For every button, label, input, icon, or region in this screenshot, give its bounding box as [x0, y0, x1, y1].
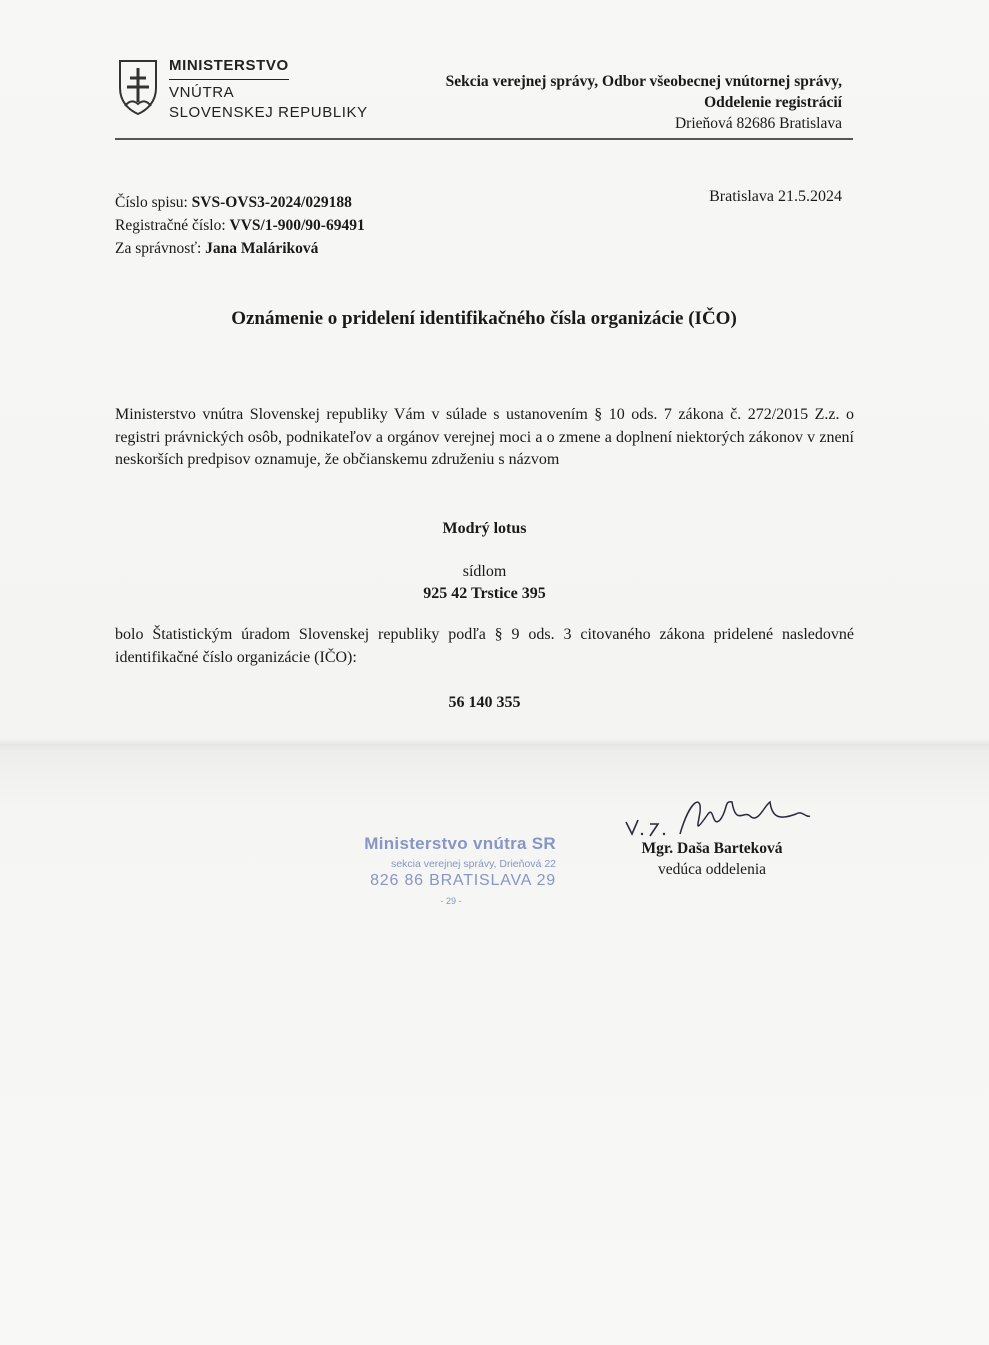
stamp-line-4: - 29 - [440, 896, 462, 906]
ico-number: 56 140 355 [448, 694, 521, 711]
header-divider [115, 138, 853, 140]
responsible-label: Za správnosť: [115, 240, 202, 257]
file-number-label: Číslo spisu: [115, 194, 188, 211]
document-date: Bratislava 21.5.2024 [709, 188, 842, 205]
body-paragraph-1: Ministerstvo vnútra Slovenskej republiky Vám v súlade s ustanovením § 10 ods. 7 zákona č. 272/2015 Z.z. o registri právnických osôb, podnikateľov a orgánov verejnej moci a o zmene a doplnení niektorých zákonov v znení neskorších predpisov oznamuje, že občianskemu združeniu s názvom [115, 406, 854, 468]
file-number: SVS-OVS3-2024/029188 [191, 194, 352, 211]
dept-line-2: Oddelenie registrácií [704, 94, 842, 111]
organization-name: Modrý lotus [442, 520, 527, 537]
seat-label: sídlom [462, 563, 507, 580]
document-meta [115, 191, 365, 260]
ministry-logo [117, 56, 382, 126]
dept-line-1: Sekcia verejnej správy, Odbor všeobecnej vnútornej správy, [445, 73, 842, 90]
stamp-line-1: Ministerstvo vnútra SR [364, 834, 556, 853]
signer-block [612, 838, 812, 880]
stamp-line-3: 826 86 BRATISLAVA 29 [370, 872, 556, 889]
dept-line-3: Drieňová 82686 Bratislava [674, 115, 842, 132]
official-stamp [338, 834, 556, 906]
body-paragraph-2: bolo Štatistickým úradom Slovenskej republiky podľa § 9 ods. 3 citovaného zákona pridelené nasledovné identifikačné číslo organizácie (IČO): [115, 626, 854, 666]
stamp-line-2: sekcia verejnej správy, Drieňová 22 [391, 858, 556, 870]
department-header [446, 71, 842, 134]
signer-role: vedúca oddelenia [657, 861, 766, 878]
logo-line-3: SLOVENSKEJ REPUBLIKY [169, 104, 368, 121]
registration-number-label: Registračné číslo: [115, 217, 226, 234]
paper-fold [0, 738, 989, 752]
responsible-person: Jana Maláriková [205, 240, 319, 257]
registration-number: VVS/1-900/90-69491 [229, 217, 365, 234]
coat-of-arms-icon [117, 58, 159, 116]
logo-line-2: VNÚTRA [169, 84, 235, 101]
seat-address: 925 42 Trstice 395 [423, 585, 546, 602]
logo-line-1: MINISTERSTVO [169, 56, 289, 80]
signer-name: Mgr. Daša Barteková [641, 840, 783, 857]
document-title: Oznámenie o pridelení identifikačného čísla organizácie (IČO) [231, 308, 737, 329]
